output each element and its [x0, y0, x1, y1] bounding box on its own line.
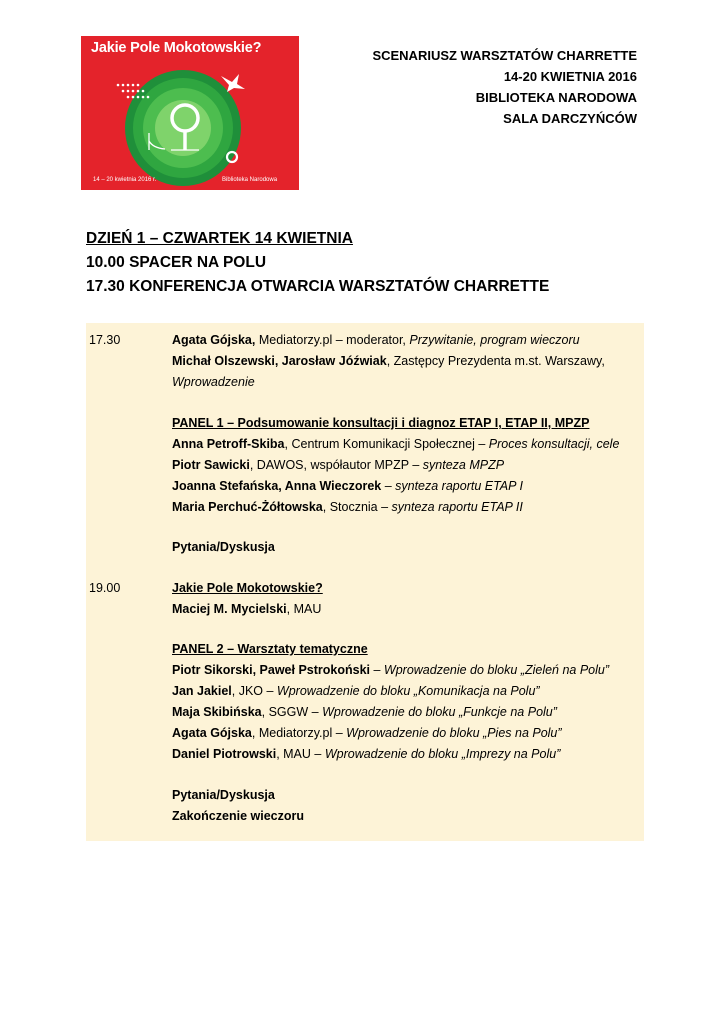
talk-title: Jakie Pole Mokotowskie?: [172, 581, 323, 595]
time-label: 17.30: [89, 333, 121, 347]
speaker-name: Jan Jakiel: [172, 684, 232, 698]
speaker-topic: Proces konsultacji, cele: [488, 437, 620, 451]
program-row: [172, 333, 580, 347]
program-table: [86, 323, 644, 841]
panel-heading: PANEL 1 – Podsumowanie konsultacji i diagnoz ETAP I, ETAP II, MPZP: [172, 416, 590, 430]
document-header: [372, 45, 637, 129]
speaker-org: , Centrum Komunikacji Społecznej –: [284, 437, 489, 451]
speaker-topic: synteza raportu ETAP II: [391, 500, 523, 514]
speaker-topic: Wprowadzenie do bloku „Funkcje na Polu”: [322, 705, 557, 719]
poster-illustration: [81, 36, 299, 190]
program-row: [172, 479, 523, 493]
speaker-topic: Wprowadzenie do bloku „Komunikacja na Polu”: [276, 684, 540, 698]
speaker-topic: synteza raportu ETAP I: [395, 479, 523, 493]
speaker-org: , Zastępcy Prezydenta m.st. Warszawy,: [386, 354, 605, 368]
speaker-topic: Wprowadzenie do bloku „Imprezy na Polu”: [324, 747, 561, 761]
speaker-org: , DAWOS, współautor MPZP –: [249, 458, 423, 472]
poster-venue: Biblioteka Narodowa: [222, 177, 278, 183]
day-item-walk: 10.00 SPACER NA POLU: [86, 254, 267, 271]
speaker-org: –: [370, 663, 384, 677]
program-row: [172, 663, 609, 677]
program-row: [172, 747, 560, 761]
speaker-topic: Wprowadzenie: [172, 375, 255, 389]
speaker-name: Maria Perchuć-Żółtowska: [172, 500, 323, 514]
speaker-org: , MAU: [286, 602, 322, 616]
speaker-name: Michał Olszewski, Jarosław Jóźwiak: [172, 354, 387, 368]
day-item-conference: 17.30 KONFERENCJA OTWARCIA WARSZTATÓW CHARRETTE: [86, 278, 550, 295]
speaker-name: Piotr Sikorski, Paweł Pstrokoński: [172, 663, 370, 677]
event-poster: [81, 36, 299, 190]
speaker-org: , SGGW –: [261, 705, 323, 719]
speaker-name: Agata Gójska,: [172, 333, 256, 347]
header-venue: BIBLIOTEKA NARODOWA: [475, 90, 637, 105]
speaker-org: , Stocznia –: [322, 500, 392, 514]
speaker-org: –: [381, 479, 396, 493]
poster-title: Jakie Pole Mokotowskie?: [91, 40, 262, 56]
speaker-topic: synteza MPZP: [422, 458, 505, 472]
speaker-topic: Wprowadzenie do bloku „Zieleń na Polu”: [383, 663, 610, 677]
header-room: SALA DARCZYŃCÓW: [503, 111, 637, 126]
speaker-name: Maja Skibińska: [172, 705, 262, 719]
day-title: DZIEŃ 1 – CZWARTEK 14 KWIETNIA: [86, 230, 353, 247]
poster-date: 14 – 20 kwietnia 2016 r.: [93, 177, 157, 183]
speaker-topic: Wprowadzenie do bloku „Pies na Polu”: [346, 726, 562, 740]
discussion-label: Pytania/Dyskusja: [172, 788, 275, 802]
speaker-name: Anna Petroff-Skiba: [172, 437, 285, 451]
discussion-label: Pytania/Dyskusja: [172, 540, 275, 554]
panel-heading: PANEL 2 – Warsztaty tematyczne: [172, 642, 368, 656]
program-row: [172, 458, 504, 472]
program-row: [172, 437, 619, 451]
speaker-name: Maciej M. Mycielski: [172, 602, 287, 616]
speaker-org: , MAU –: [276, 747, 325, 761]
header-dates: 14-20 KWIETNIA 2016: [503, 69, 637, 84]
speaker-org: , JKO –: [231, 684, 277, 698]
time-label: 19.00: [89, 581, 121, 595]
day-heading: [86, 227, 549, 299]
speaker-name: Agata Gójska: [172, 726, 252, 740]
header-title: SCENARIUSZ WARSZTATÓW CHARRETTE: [372, 48, 637, 63]
speaker-org: , Mediatorzy.pl –: [251, 726, 347, 740]
program-row: [172, 684, 540, 698]
speaker-topic: Przywitanie, program wieczoru: [409, 333, 580, 347]
closing-label: Zakończenie wieczoru: [172, 809, 304, 823]
program-row: [172, 705, 557, 719]
speaker-name: Piotr Sawicki: [172, 458, 250, 472]
program-row: [172, 500, 523, 514]
speaker-name: Daniel Piotrowski: [172, 747, 277, 761]
speaker-name: Joanna Stefańska, Anna Wieczorek: [172, 479, 382, 493]
program-row: [172, 354, 605, 368]
program-row: [172, 726, 562, 740]
speaker-org: Mediatorzy.pl – moderator,: [255, 333, 410, 347]
program-row: [172, 602, 321, 616]
